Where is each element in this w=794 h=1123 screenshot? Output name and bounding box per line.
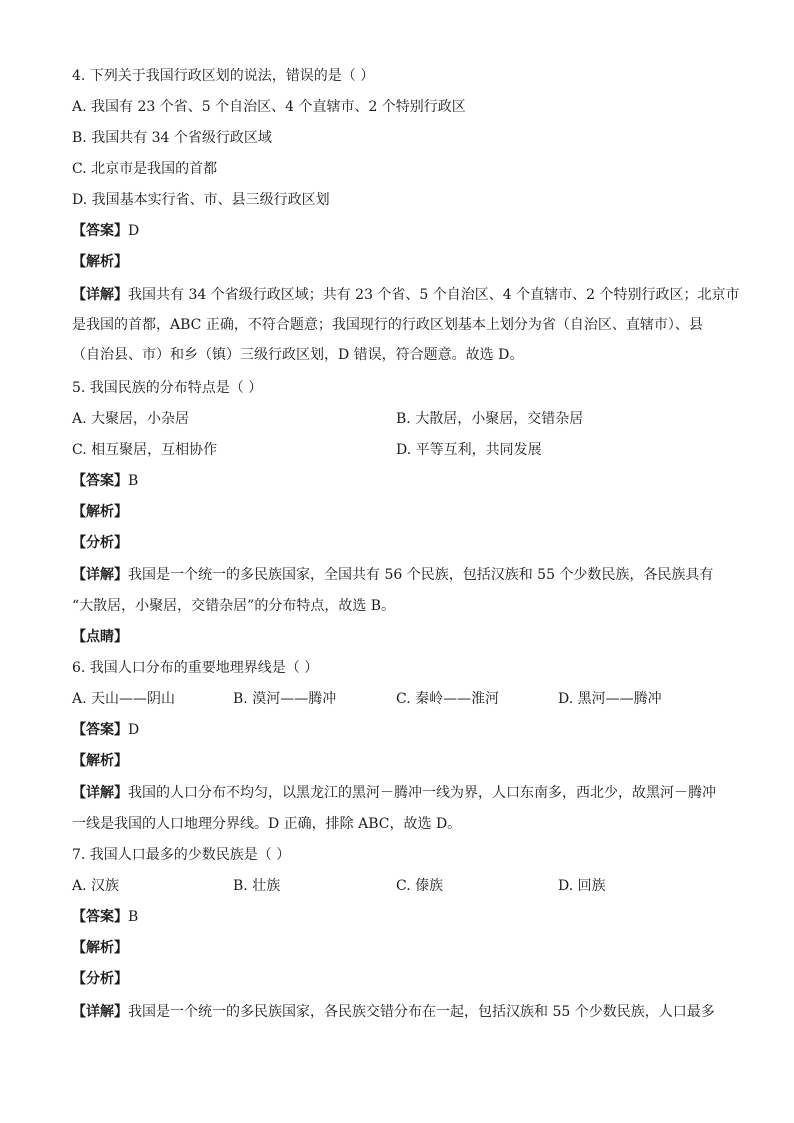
question-7-stem: 7. 我国人口最多的少数民族是（ ） [72, 847, 291, 863]
question-5-dianjing [72, 627, 722, 647]
question-6-detail-line-1 [72, 783, 722, 803]
question-7-detail-line-1 [72, 1002, 722, 1022]
question-5-stem: 5. 我国民族的分布特点是（ ） [72, 380, 263, 396]
question-7-answer [72, 907, 722, 927]
question-5-analysis [72, 502, 722, 522]
question-6-option-c: C. 秦岭——淮河 [396, 691, 500, 707]
analysis-tag: 【解析】 [72, 504, 128, 520]
fenxi-tag: 【分析】 [72, 971, 128, 987]
question-7-fenxi [72, 969, 722, 989]
question-5-option-a: A. 大聚居，小杂居 [72, 411, 190, 427]
question-5-detail-line-2: “大散居，小聚居，交错杂居”的分布特点，故选 B。 [72, 598, 396, 614]
question-4-option-c: C. 北京市是我国的首都 [72, 161, 218, 177]
analysis-tag: 【解析】 [72, 254, 128, 270]
question-4-analysis [72, 252, 722, 272]
question-5-option-b: B. 大散居，小聚居，交错杂居 [396, 411, 584, 427]
detail-tag: 【详解】 [72, 567, 128, 583]
answer-value: B [128, 473, 139, 489]
question-4-detail-line-1 [72, 285, 740, 305]
question-6-option-d: D. 黑河——腾冲 [558, 691, 662, 707]
question-6-stem: 6. 我国人口分布的重要地理界线是（ ） [72, 660, 319, 676]
question-6-answer [72, 720, 722, 740]
question-4-stem: 4. 下列关于我国行政区划的说法，错误的是（ ） [72, 68, 375, 84]
detail-text: 我国共有 34 个省级行政区域；共有 23 个省、5 个自治区、4 个直辖市、2 个特别行政区；北京市 [128, 287, 740, 303]
question-5-option-d: D. 平等互利，共同发展 [396, 442, 542, 458]
dianjing-tag: 【点睛】 [72, 629, 128, 645]
answer-tag: 【答案】 [72, 722, 128, 738]
question-5-answer [72, 471, 722, 491]
question-5-detail-line-1 [72, 565, 722, 585]
detail-tag: 【详解】 [72, 1004, 128, 1020]
analysis-tag: 【解析】 [72, 940, 128, 956]
analysis-tag: 【解析】 [72, 753, 128, 769]
question-6-analysis [72, 751, 722, 771]
answer-tag: 【答案】 [72, 909, 128, 925]
answer-tag: 【答案】 [72, 473, 128, 489]
answer-tag: 【答案】 [72, 223, 128, 239]
question-7-option-d: D. 回族 [558, 878, 606, 894]
question-7-analysis [72, 938, 722, 958]
answer-value: D [128, 722, 140, 738]
question-5-fenxi [72, 533, 722, 553]
question-7-option-c: C. 傣族 [396, 878, 444, 894]
question-6-option-a: A. 天山——阴山 [72, 691, 176, 707]
question-4-detail-line-3: （自治县、市）和乡（镇）三级行政区划，D 错误，符合题意。故选 D。 [72, 347, 524, 363]
question-7-option-b: B. 壮族 [233, 878, 281, 894]
detail-tag: 【详解】 [72, 287, 128, 303]
answer-value: B [128, 909, 139, 925]
question-6-detail-line-2: 一线是我国的人口地理分界线。D 正确，排除 ABC，故选 D。 [72, 816, 462, 832]
answer-value: D [128, 223, 140, 239]
detail-tag: 【详解】 [72, 785, 128, 801]
detail-text: 我国的人口分布不均匀，以黑龙江的黑河－腾冲一线为界，人口东南多，西北少，故黑河－腾冲 [128, 785, 716, 801]
detail-text: 我国是一个统一的多民族国家，全国共有 56 个民族，包括汉族和 55 个少数民族，各民族具有 [128, 567, 714, 583]
question-4-option-d: D. 我国基本实行省、市、县三级行政区划 [72, 192, 330, 208]
question-7-option-a: A. 汉族 [72, 878, 120, 894]
question-6-option-b: B. 漠河——腾冲 [233, 691, 337, 707]
question-5-option-c: C. 相互聚居，互相协作 [72, 442, 218, 458]
fenxi-tag: 【分析】 [72, 535, 128, 551]
question-4-detail-line-2: 是我国的首都，ABC 正确，不符合题意；我国现行的行政区划基本上划分为省（自治区、直辖市）、县 [72, 317, 703, 333]
question-4-option-b: B. 我国共有 34 个省级行政区域 [72, 130, 272, 146]
detail-text: 我国是一个统一的多民族国家，各民族交错分布在一起，包括汉族和 55 个少数民族，人口最多 [128, 1004, 715, 1020]
question-4-option-a: A. 我国有 23 个省、5 个自治区、4 个直辖市、2 个特别行政区 [72, 99, 466, 115]
question-4-answer [72, 221, 722, 241]
